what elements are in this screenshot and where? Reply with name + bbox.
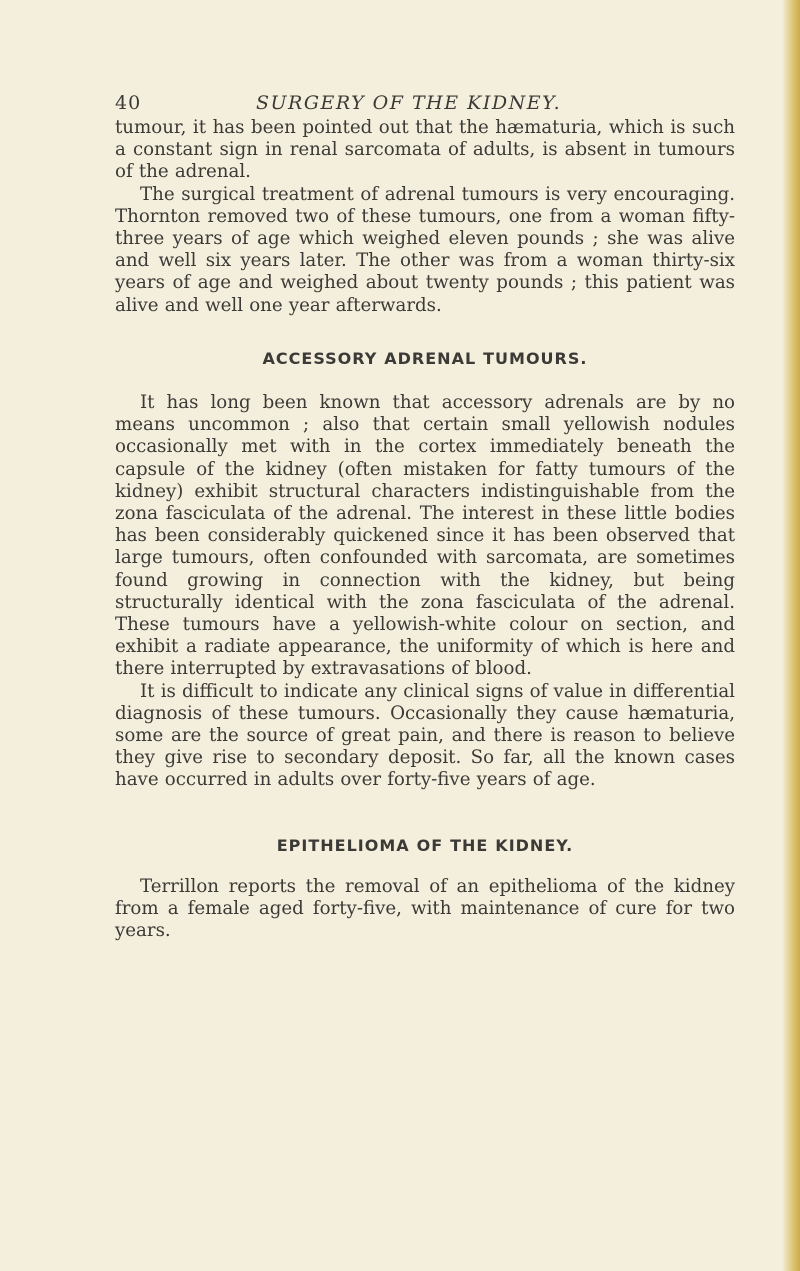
paragraph-surgical-treatment: The surgical treatment of adrenal tumours is very encouraging. Thornton removed two of these tumours, one from a woman fifty-three years of age which weighed eleven pounds ; she was alive and well six years later. The other was from a woman thirty-six years of age and weighed about twenty pounds ; this patient was alive and well one year afterwards.	[115, 183, 735, 316]
running-title: SURGERY OF THE KIDNEY.	[256, 92, 562, 114]
section-heading-epithelioma: EPITHELIOMA OF THE KIDNEY.	[276, 835, 574, 855]
paragraph-clinical-signs: It is difficult to indicate any clinical signs of value in differential diagnosis of these tumours. Occasionally they cause hæmaturia, some are the source of great pain, and there is reason to believe they give rise to secondary deposit. So far, all the known cases have occurred in adults over forty-five years of age.	[115, 680, 735, 791]
paragraph-terrillon: Terrillon reports the removal of an epithelioma of the kidney from a female aged forty-five, with maintenance of cure for two years.	[115, 875, 735, 942]
section-heading-accessory-adrenal: ACCESSORY ADRENAL TUMOURS.	[262, 348, 588, 368]
paragraph-accessory-adrenals: It has long been known that accessory adrenals are by no means uncommon ; also that certain small yellowish nodules occasionally met with in the cortex immediately beneath the capsule of the kidney (often mistaken for fatty tumours of the kidney) exhibit structural characters indistinguishable from the zona fasciculata of the adrenal. The interest in these little bodies has been considerably quickened since it has been observed that large tumours, often confounded with sarcomata, are sometimes found growing in connection with the kidney, but being structurally identical with the zona fasciculata of the adrenal. These tumours have a yellowish-white colour on section, and exhibit a radiate appearance, the uniformity of which is here and there interrupted by extravasations of blood.	[115, 392, 735, 680]
paragraph-continuation: tumour, it has been pointed out that the hæmaturia, which is such a constant sign in renal sarcomata of adults, is absent in tumours of the adrenal.	[115, 117, 735, 183]
page-edge	[782, 0, 800, 1271]
body-text	[115, 117, 735, 943]
page-number: 40	[115, 92, 142, 114]
